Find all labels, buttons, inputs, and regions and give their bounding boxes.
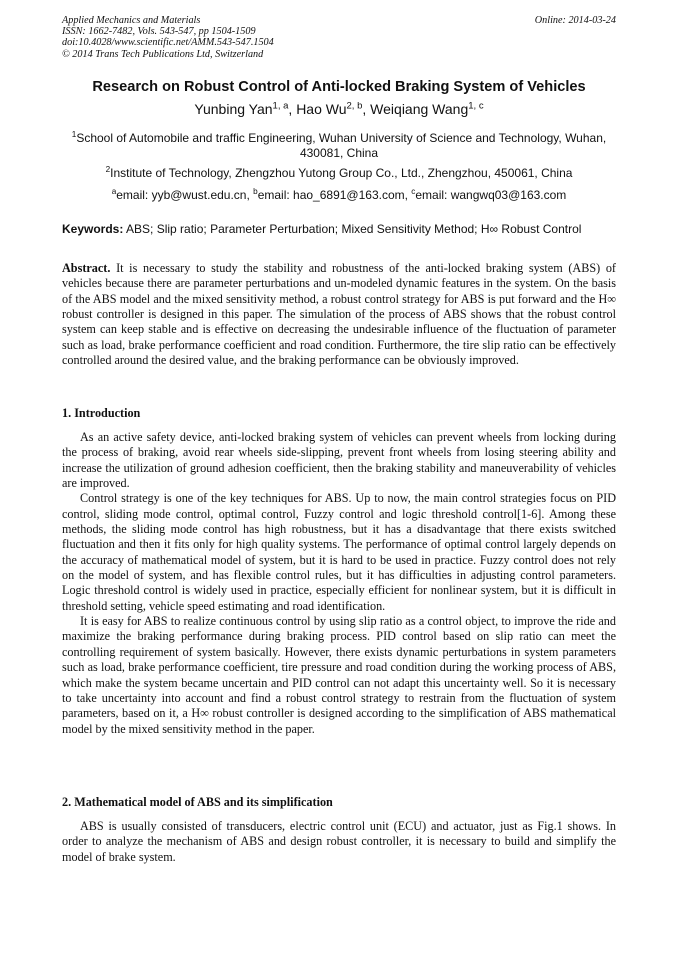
email-text: email: yyb@wust.edu.cn, (116, 188, 254, 202)
email-text: email: wangwq03@163.com (415, 188, 567, 202)
author-sup: 1, a (272, 100, 289, 112)
keywords-text: ABS; Slip ratio; Parameter Perturbation; Mixed Sensitivity Method; H∞ Robust Control (123, 222, 582, 236)
issn-line: ISSN: 1662-7482, Vols. 543-547, pp 1504-1509 (62, 26, 256, 38)
keywords-label: Keywords: (62, 222, 124, 236)
affiliation-text: Institute of Technology, Zhengzhou Yutong Group Co., Ltd., Zhengzhou, 450061, China (110, 166, 573, 180)
online-date: Online: 2014-03-24 (534, 15, 616, 26)
affiliation-2 (70, 166, 608, 181)
section-model-body (62, 819, 616, 865)
email-line (70, 188, 608, 203)
affiliation-1 (70, 131, 608, 161)
author-sup: 2, b (346, 100, 363, 112)
journal-header (62, 15, 616, 60)
email-sup: c (411, 187, 416, 196)
author-name: Weiqiang Wang (370, 101, 469, 117)
paragraph: As an active safety device, anti-locked braking system of vehicles can prevent wheels from locking during the process of braking, avoid rear wheels side-slipping, prevent front wheels from losing steering ability and increase the utilization of ground adhesion coefficient, then the braking stability and maneuverability of vehicles are improved. (62, 430, 616, 491)
author-separator: , (362, 101, 371, 117)
affiliation-text: School of Automobile and traffic Engineering, Wuhan University of Science and Technology, Wuhan, 430081, China (76, 131, 607, 160)
paragraph: Control strategy is one of the key techniques for ABS. Up to now, the main control strategies focus on PID control, sliding mode control, optimal control, Fuzzy control and logic threshold control[1-6]. Among these methods, the sliding mode control has high robustness, but it has a disadvantage that there exists switched fluctuation and then it fits only for high quality systems. The performance of optimal control largely depends on the accuracy of mathematical model of system, but it is hard to be used in practice. Fuzzy control does not rely on the model of system, and has flexible control rules, but it has difficulties in adjusting control parameters. Logic threshold control is widely used in practice, especially efficient for nonlinear system, but it is difficult in threshold setting, vehicle speed estimating and road identification. (62, 491, 616, 613)
author-separator: , (288, 101, 297, 117)
abstract-text: It is necessary to study the stability and robustness of the anti-locked braking system (ABS) of vehicles because there are parameter perturbations and un-modeled dynamic features in the system. On the basis of the ABS model and the mixed sensitivity method, a robust control strategy for ABS is put forward and the H∞ robust controller is designed in this paper. The simulation of the process of ABS shows that the robust control system can keep stable and is effective on decreasing the undesirable influence of the fluctuation of parameter such as load, brake performance coefficient and road condition. Furthermore, the tire slip ratio can be effectively controlled around the desired value, and the braking performance can be obviously improved. (62, 261, 616, 368)
email-text: email: hao_6891@163.com, (257, 188, 412, 202)
author-name: Yunbing Yan (194, 101, 273, 117)
email-sup: b (253, 187, 258, 196)
section-heading-introduction: 1. Introduction (62, 406, 141, 420)
keywords (62, 222, 616, 236)
author-list (30, 101, 648, 117)
doi-line: doi:10.4028/www.scientific.net/AMM.543-547.1504 (62, 37, 274, 49)
journal-name: Applied Mechanics and Materials (62, 15, 201, 26)
abstract (62, 261, 616, 368)
abstract-paragraph (62, 261, 616, 368)
copyright-line: © 2014 Trans Tech Publications Ltd, Switzerland (62, 48, 264, 60)
email-sup: a (111, 187, 117, 196)
author-sup: 1, c (468, 100, 484, 112)
paragraph: ABS is usually consisted of transducers, electric control unit (ECU) and actuator, just as Fig.1 shows. In order to analyze the mechanism of ABS and design robust controller, it is necessary to build and simplify the model of brake system. (62, 819, 616, 864)
author-name: Hao Wu (296, 101, 347, 117)
paragraph: It is easy for ABS to realize continuous control by using slip ratio as a control object, to improve the ride and maximize the braking performance during braking process. PID control based on slip ratio can meet the controlling requirement of system basically. However, there exists dynamic perturbations in system parameters such as load, brake performance coefficient, tire pressure and road condition during the working process of ABS, which make the system became uncertain and PID control can not adapt this uncertainty well. So it is necessary to take uncertainty into account and find a robust control strategy to restrain from the fluctuation of system parameters, based on it, a H∞ robust controller is designed according to the simplification of ABS mathematical model by the mixed sensitivity method in the paper. (62, 614, 616, 736)
abstract-label: Abstract. (62, 261, 111, 275)
section-heading-model: 2. Mathematical model of ABS and its simplification (62, 795, 333, 809)
section-introduction-body (62, 430, 616, 737)
affiliation-sup: 1 (71, 130, 77, 139)
paper-title: Research on Robust Control of Anti-locked Braking System of Vehicles (92, 79, 586, 95)
affiliation-sup: 2 (105, 165, 111, 174)
